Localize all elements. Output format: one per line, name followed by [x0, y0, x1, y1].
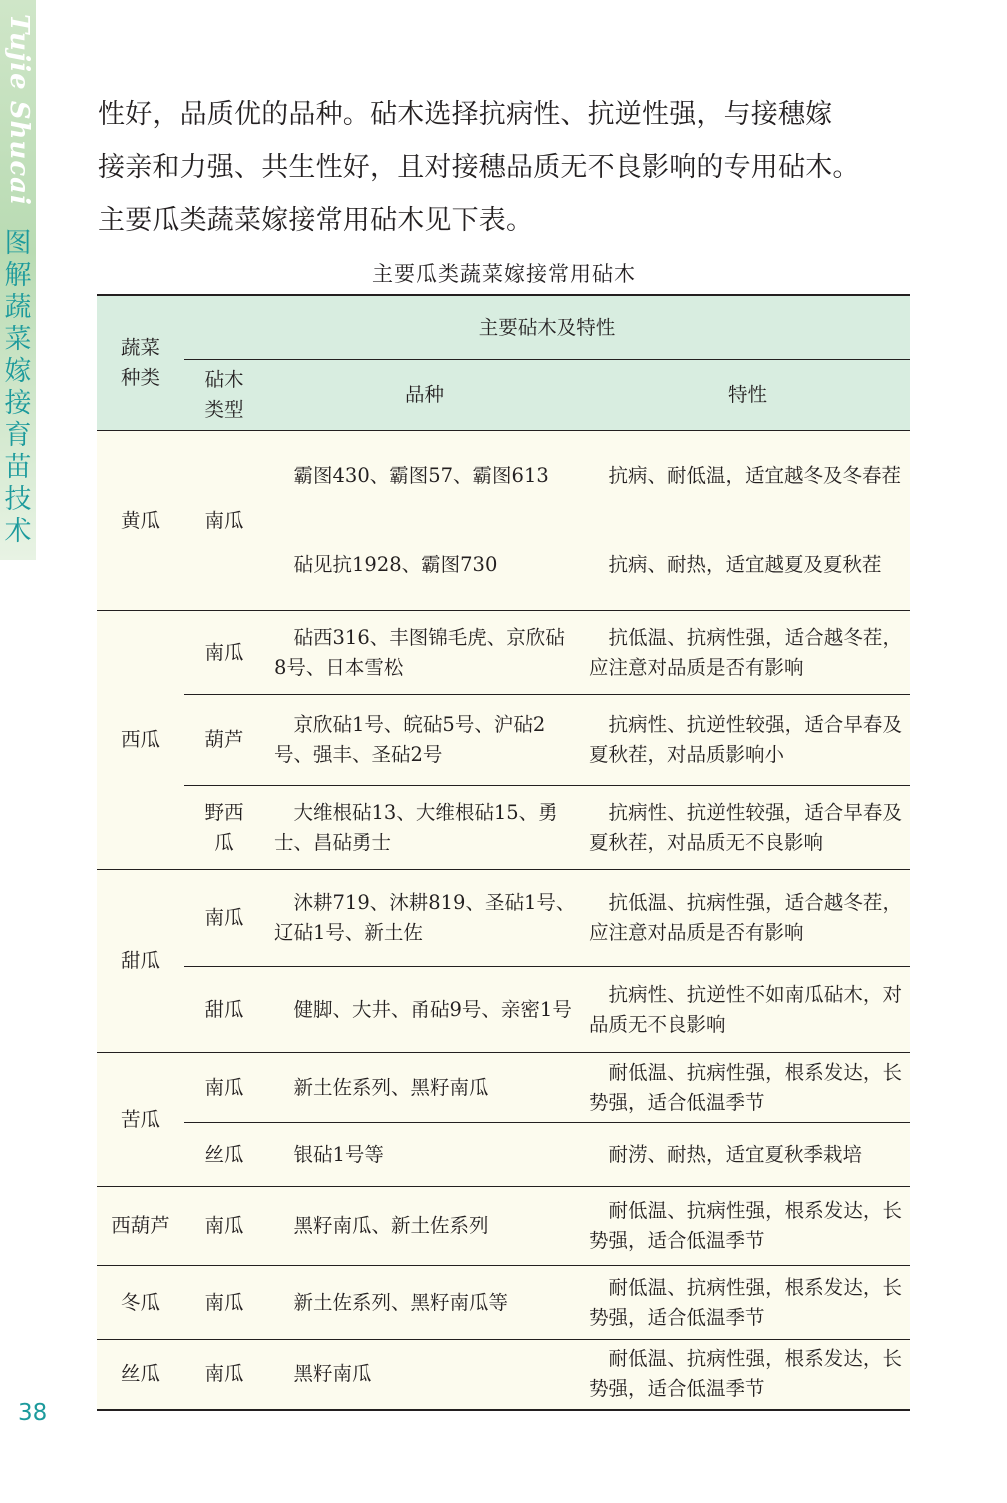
cell-feature: 抗病、耐热，适宜越夏及夏秋茬	[585, 521, 910, 611]
body-line: 接亲和力强、共生性好，且对接穗品质无不良影响的专用砧木。	[98, 152, 860, 183]
sidebar-vertical-title: 图解蔬菜嫁接育苗技术	[4, 228, 32, 547]
cell-feature: 抗病性、抗逆性较强，适合早春及夏秋茬，对品质无不良影响	[585, 786, 910, 870]
cell-rootstock-type: 南瓜	[184, 1187, 264, 1266]
cell-feature: 抗低温、抗病性强，适合越冬茬，应注意对品质是否有影响	[585, 611, 910, 695]
body-line: 主要瓜类蔬菜嫁接常用砧木见下表。	[98, 205, 534, 236]
rootstock-table	[97, 294, 910, 1411]
header-rootstock-type	[184, 360, 264, 431]
table-row	[97, 786, 910, 870]
cell-rootstock-type: 甜瓜	[184, 967, 264, 1053]
cell-rootstock-type: 南瓜	[184, 611, 264, 695]
cell-variety: 新土佐系列、黑籽南瓜	[264, 1053, 585, 1123]
cell-variety: 砧西316、丰图锦毛虎、京欣砧8号、日本雪松	[264, 611, 585, 695]
cell-vegetable: 丝瓜	[97, 1340, 184, 1410]
cell-rootstock-type: 南瓜	[184, 431, 264, 611]
cell-vegetable: 西瓜	[97, 611, 184, 870]
cell-variety: 新土佐系列、黑籽南瓜等	[264, 1266, 585, 1340]
cell-rootstock-type: 南瓜	[184, 1340, 264, 1410]
header-characteristics: 特性	[585, 360, 910, 431]
cell-variety: 银砧1号等	[264, 1123, 585, 1187]
cell-feature: 耐低温、抗病性强，根系发达，长势强，适合低温季节	[585, 1053, 910, 1123]
cell-rootstock-type: 南瓜	[184, 1053, 264, 1123]
cell-variety: 健脚、大井、甬砧9号、亲密1号	[264, 967, 585, 1053]
cell-variety: 黑籽南瓜、新土佐系列	[264, 1187, 585, 1266]
table-caption: 主要瓜类蔬菜嫁接常用砧木	[372, 262, 636, 286]
table-row	[97, 1187, 910, 1266]
cell-rootstock-type: 丝瓜	[184, 1123, 264, 1187]
cell-rootstock-type-text: 野西瓜	[204, 800, 244, 854]
cell-vegetable: 冬瓜	[97, 1266, 184, 1340]
cell-rootstock-type: 南瓜	[184, 1266, 264, 1340]
table-row	[97, 431, 910, 521]
cell-vegetable: 苦瓜	[97, 1053, 184, 1187]
cell-vegetable: 西葫芦	[97, 1187, 184, 1266]
sidebar-band	[0, 0, 36, 560]
cell-feature: 抗病、耐低温，适宜越冬及冬春茬	[585, 431, 910, 521]
header-vegetable-type	[97, 295, 184, 431]
header-rootstock-type-text: 砧木类型	[204, 368, 244, 421]
table-row	[97, 870, 910, 967]
cell-feature: 抗低温、抗病性强，适合越冬茬，应注意对品质是否有影响	[585, 870, 910, 967]
cell-rootstock-type: 葫芦	[184, 695, 264, 786]
cell-variety: 大维根砧13、大维根砧15、勇士、昌砧勇士	[264, 786, 585, 870]
page-number: 38	[18, 1400, 48, 1426]
cell-feature: 耐低温、抗病性强，根系发达，长势强，适合低温季节	[585, 1340, 910, 1410]
sidebar-script-title: Tujie Shucai	[4, 14, 34, 206]
table-row	[97, 611, 910, 695]
cell-vegetable: 甜瓜	[97, 870, 184, 1053]
cell-rootstock-type	[184, 786, 264, 870]
cell-variety: 京欣砧1号、皖砧5号、沪砧2号、强丰、圣砧2号	[264, 695, 585, 786]
cell-feature: 抗病性、抗逆性不如南瓜砧木，对品质无不良影响	[585, 967, 910, 1053]
cell-variety: 砧见抗1928、霸图730	[264, 521, 585, 611]
table-row	[97, 1053, 910, 1123]
cell-rootstock-type: 南瓜	[184, 870, 264, 967]
cell-feature: 耐低温、抗病性强，根系发达，长势强，适合低温季节	[585, 1266, 910, 1340]
cell-feature: 耐低温、抗病性强，根系发达，长势强，适合低温季节	[585, 1187, 910, 1266]
cell-variety: 霸图430、霸图57、霸图613	[264, 431, 585, 521]
header-group: 主要砧木及特性	[184, 295, 910, 360]
cell-variety: 沐耕719、沐耕819、圣砧1号、辽砧1号、新土佐	[264, 870, 585, 967]
cell-vegetable: 黄瓜	[97, 431, 184, 611]
cell-variety: 黑籽南瓜	[264, 1340, 585, 1410]
table-row	[97, 695, 910, 786]
table-row	[97, 1123, 910, 1187]
table-row	[97, 1266, 910, 1340]
cell-feature: 耐涝、耐热，适宜夏秋季栽培	[585, 1123, 910, 1187]
table-row	[97, 967, 910, 1053]
header-vegetable-type-text: 蔬菜种类	[120, 336, 160, 389]
body-paragraph	[98, 88, 914, 247]
header-variety: 品种	[264, 360, 585, 431]
body-line: 性好，品质优的品种。砧木选择抗病性、抗逆性强，与接穗嫁	[98, 99, 833, 130]
table-row	[97, 1340, 910, 1410]
cell-feature: 抗病性、抗逆性较强，适合早春及夏秋茬，对品质影响小	[585, 695, 910, 786]
